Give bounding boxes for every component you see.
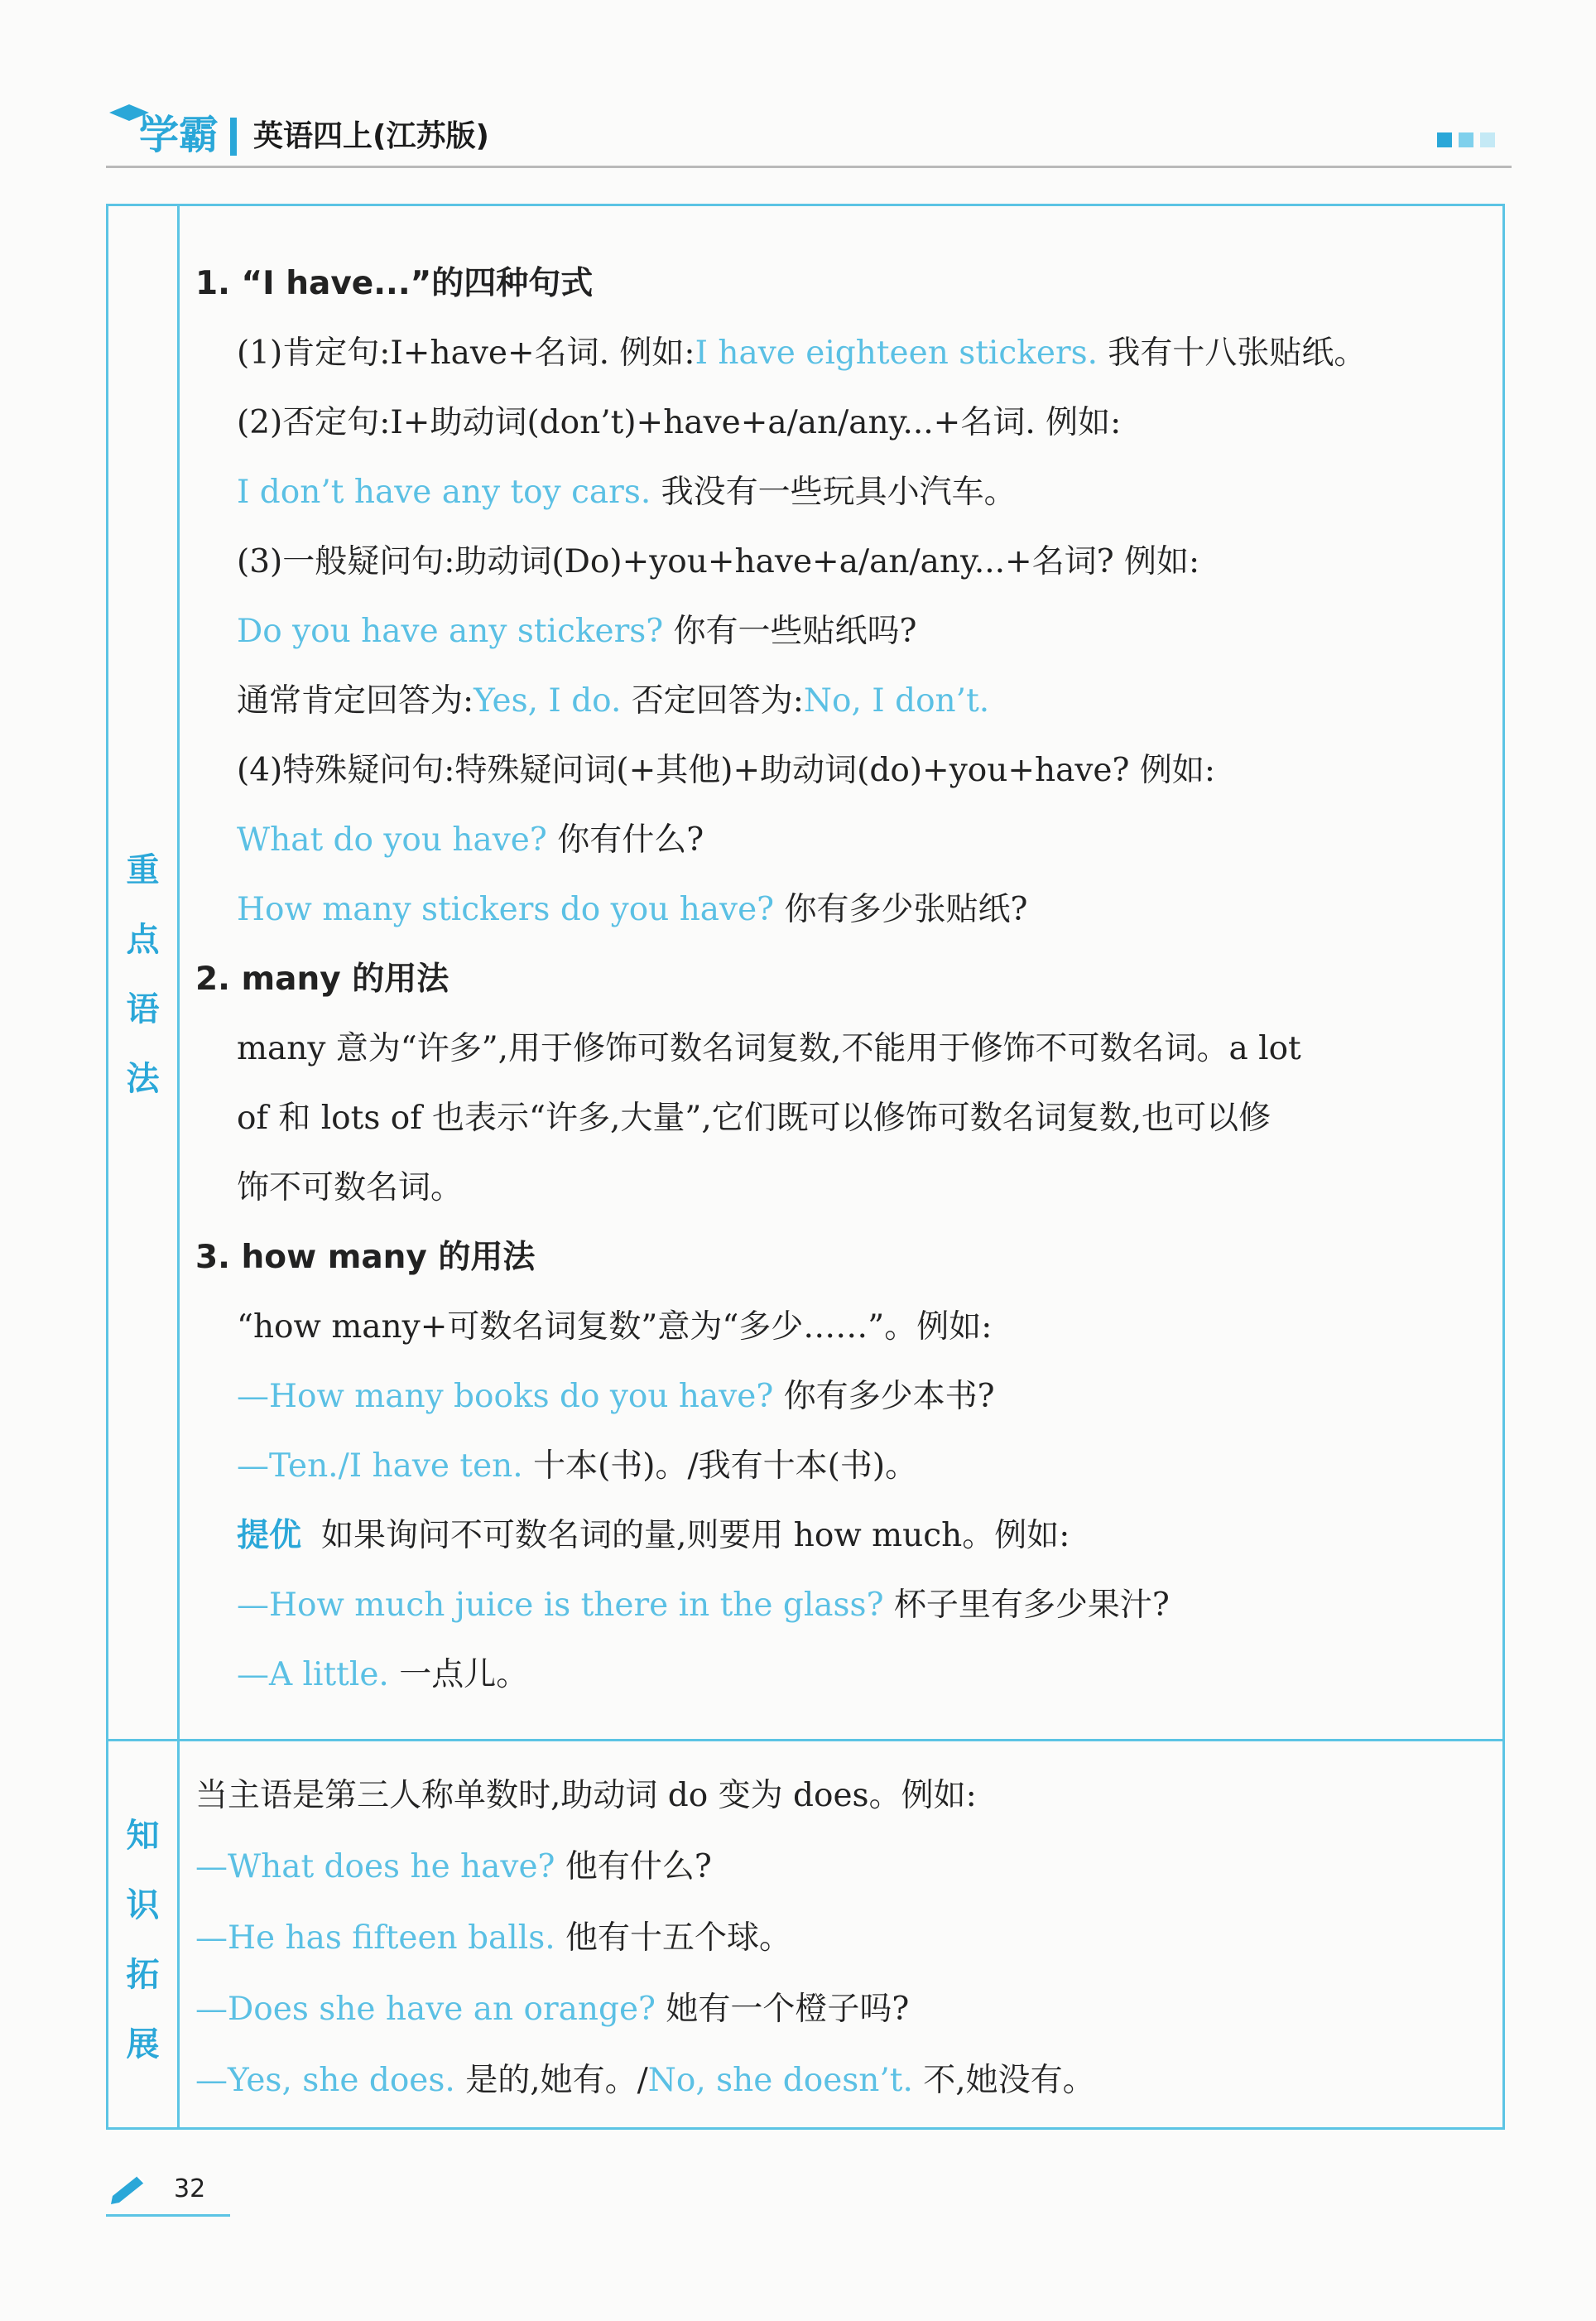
label-char: 知 xyxy=(126,1817,160,1855)
page-number: 32 xyxy=(174,2174,206,2203)
label-char: 展 xyxy=(126,2025,160,2063)
book-title: 英语四上(江苏版) xyxy=(253,119,489,153)
tip-line: 提优 如果询问不可数名词的量,则要用 how much。例如: xyxy=(237,1517,1070,1554)
text-line: How many stickers do you have? 你有多少张贴纸? xyxy=(237,891,1028,928)
section-1-title: 1. “I have...”的四种句式 xyxy=(195,265,594,302)
logo-divider xyxy=(230,118,237,156)
text-line: of 和 lots of 也表示“许多,大量”,它们既可以修饰可数名词复数,也可以修 xyxy=(237,1100,1272,1137)
row-divider xyxy=(108,1739,1502,1741)
text-line: —Does she have an orange? 她有一个橙子吗? xyxy=(195,1991,910,2028)
text-line: Do you have any stickers? 你有一些贴纸吗? xyxy=(237,613,917,650)
text-line: 饰不可数名词。 xyxy=(237,1169,464,1206)
text-line: 通常肯定回答为:Yes, I do. 否定回答为:No, I don’t. xyxy=(237,682,990,720)
text-line: —He has fifteen balls. 他有十五个球。 xyxy=(195,1919,792,1957)
content-table xyxy=(106,204,1505,2130)
label-char: 语 xyxy=(126,990,160,1028)
text-line: —What does he have? 他有什么? xyxy=(195,1848,712,1885)
footer-line xyxy=(106,2214,230,2217)
text-line: —Yes, she does. 是的,她有。/No, she doesn’t. 不,她没有。 xyxy=(195,2062,1095,2099)
text-line: (1)肯定句:I+have+名词. 例如:I have eighteen stickers. 我有十八张贴纸。 xyxy=(237,335,1367,372)
header-squares xyxy=(1430,132,1495,151)
logo-text: 学霸 xyxy=(139,112,219,158)
page-header xyxy=(106,108,1512,168)
text-line: I don’t have any toy cars. 我没有一些玩具小汽车。 xyxy=(237,474,1017,511)
text-line: “how many+可数名词复数”意为“多少……”。例如: xyxy=(237,1308,993,1346)
text-line: —How many books do you have? 你有多少本书? xyxy=(237,1378,995,1415)
label-char: 法 xyxy=(126,1060,160,1098)
label-char: 点 xyxy=(126,921,160,959)
text-line: —A little. 一点儿。 xyxy=(237,1656,529,1693)
pencil-icon xyxy=(108,2171,157,2204)
text-line: many 意为“许多”,用于修饰可数名词复数,不能用于修饰不可数名词。a lot xyxy=(237,1030,1301,1067)
text-line: (2)否定句:I+助动词(don’t)+have+a/an/any...+名词. 例如: xyxy=(237,404,1122,441)
text-line: (3)一般疑问句:助动词(Do)+you+have+a/an/any...+名词? 例如: xyxy=(237,543,1200,580)
text-line: 当主语是第三人称单数时,助动词 do 变为 does。例如: xyxy=(195,1777,977,1814)
square-2 xyxy=(1459,132,1473,147)
section-3-title: 3. how many 的用法 xyxy=(195,1239,536,1276)
text-line: —Ten./I have ten. 十本(书)。/我有十本(书)。 xyxy=(237,1447,918,1485)
label-char: 识 xyxy=(126,1886,160,1924)
label-char: 拓 xyxy=(126,1956,160,1994)
text-line: (4)特殊疑问句:特殊疑问词(+其他)+助动词(do)+you+have? 例如: xyxy=(237,752,1215,789)
section-2-title: 2. many 的用法 xyxy=(195,961,449,998)
square-3 xyxy=(1480,132,1495,147)
text-line: —How much juice is there in the glass? 杯子里有多少果汁? xyxy=(237,1587,1170,1624)
label-char: 重 xyxy=(126,851,160,889)
square-1 xyxy=(1437,132,1452,147)
tip-label: 提优 xyxy=(237,1517,302,1554)
text-line: What do you have? 你有什么? xyxy=(237,821,704,859)
